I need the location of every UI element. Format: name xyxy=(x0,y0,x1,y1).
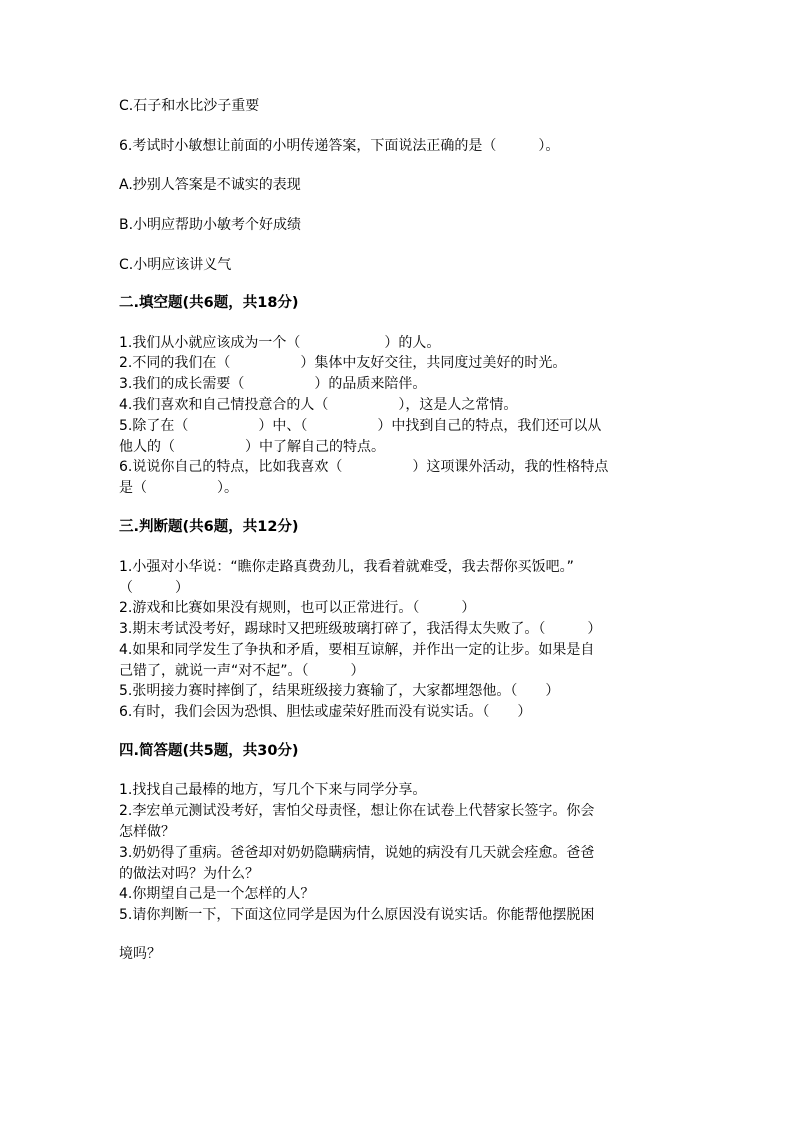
answer-line: 怎样做？ xyxy=(119,824,175,840)
judge-line: 1.小强对小华说：“瞧你走路真费劲儿，我看着就难受，我去帮你买饭吧。” xyxy=(119,559,574,575)
q5-option-c: C.石子和水比沙子重要 xyxy=(119,98,260,114)
judge-line: 2.游戏和比赛如果没有规则，也可以正常进行。（ ） xyxy=(119,600,476,616)
answer-line: 1.找找自己最棒的地方，写几个下来与同学分享。 xyxy=(119,782,427,798)
q6-option-b: B.小明应帮助小敏考个好成绩 xyxy=(119,217,302,233)
judge-line: （ ） xyxy=(119,580,189,596)
judge-line: 己错了，就说一声“对不起”。（ ） xyxy=(119,663,365,679)
answer-line: 3.奶奶得了重病。爸爸却对奶奶隐瞒病情，说她的病没有几天就会痊愈。爸爸 xyxy=(119,845,595,861)
section2-heading: 二.填空题(共6题，共18分) xyxy=(119,295,299,311)
judge-line: 6.有时，我们会因为恐惧、胆怯或虚荣好胜而没有说实话。（ ） xyxy=(119,704,532,720)
q6-option-a: A.抄别人答案是不诚实的表现 xyxy=(119,177,301,193)
judge-line: 5.张明接力赛时摔倒了，结果班级接力赛输了，大家都埋怨他。（ ） xyxy=(119,683,560,699)
fill-line: 4.我们喜欢和自己情投意合的人（ ），这是人之常情。 xyxy=(119,397,518,413)
section3-heading: 三.判断题(共6题，共12分) xyxy=(119,519,299,535)
fill-line: 3.我们的成长需要（ ）的品质来陪伴。 xyxy=(119,376,427,392)
fill-line: 1.我们从小就应该成为一个（ ）的人。 xyxy=(119,335,441,351)
fill-line: 6.说说你自己的特点，比如我喜欢（ ）这项课外活动，我的性格特点 xyxy=(119,459,609,475)
judge-line: 3.期末考试没考好，踢球时又把班级玻璃打碎了，我活得太失败了。（ ） xyxy=(119,621,602,637)
answer-line: 5.请你判断一下，下面这位同学是因为什么原因没有说实话。你能帮他摆脱困 xyxy=(119,907,595,923)
answer-line: 4.你期望自己是一个怎样的人？ xyxy=(119,886,315,902)
fill-line: 2.不同的我们在（ ）集体中友好交往，共同度过美好的时光。 xyxy=(119,355,567,371)
fill-line: 5.除了在（ ）中、（ ）中找到自己的特点，我们还可以从 xyxy=(119,418,602,434)
section4-heading: 四.简答题(共5题，共30分) xyxy=(119,743,299,759)
answer-line: 境吗？ xyxy=(119,946,161,962)
judge-line: 4.如果和同学发生了争执和矛盾，要相互谅解，并作出一定的让步。如果是自 xyxy=(119,642,595,658)
q6-stem: 6.考试时小敏想让前面的小明传递答案，下面说法正确的是（ ）。 xyxy=(119,138,560,154)
q6-option-c: C.小明应该讲义气 xyxy=(119,257,232,273)
fill-line: 他人的（ ）中了解自己的特点。 xyxy=(119,439,385,455)
answer-line: 2.李宏单元测试没考好，害怕父母责怪，想让你在试卷上代替家长签字。你会 xyxy=(119,803,595,819)
fill-line: 是（ ）。 xyxy=(119,480,238,496)
answer-line: 的做法对吗？为什么？ xyxy=(119,866,259,882)
